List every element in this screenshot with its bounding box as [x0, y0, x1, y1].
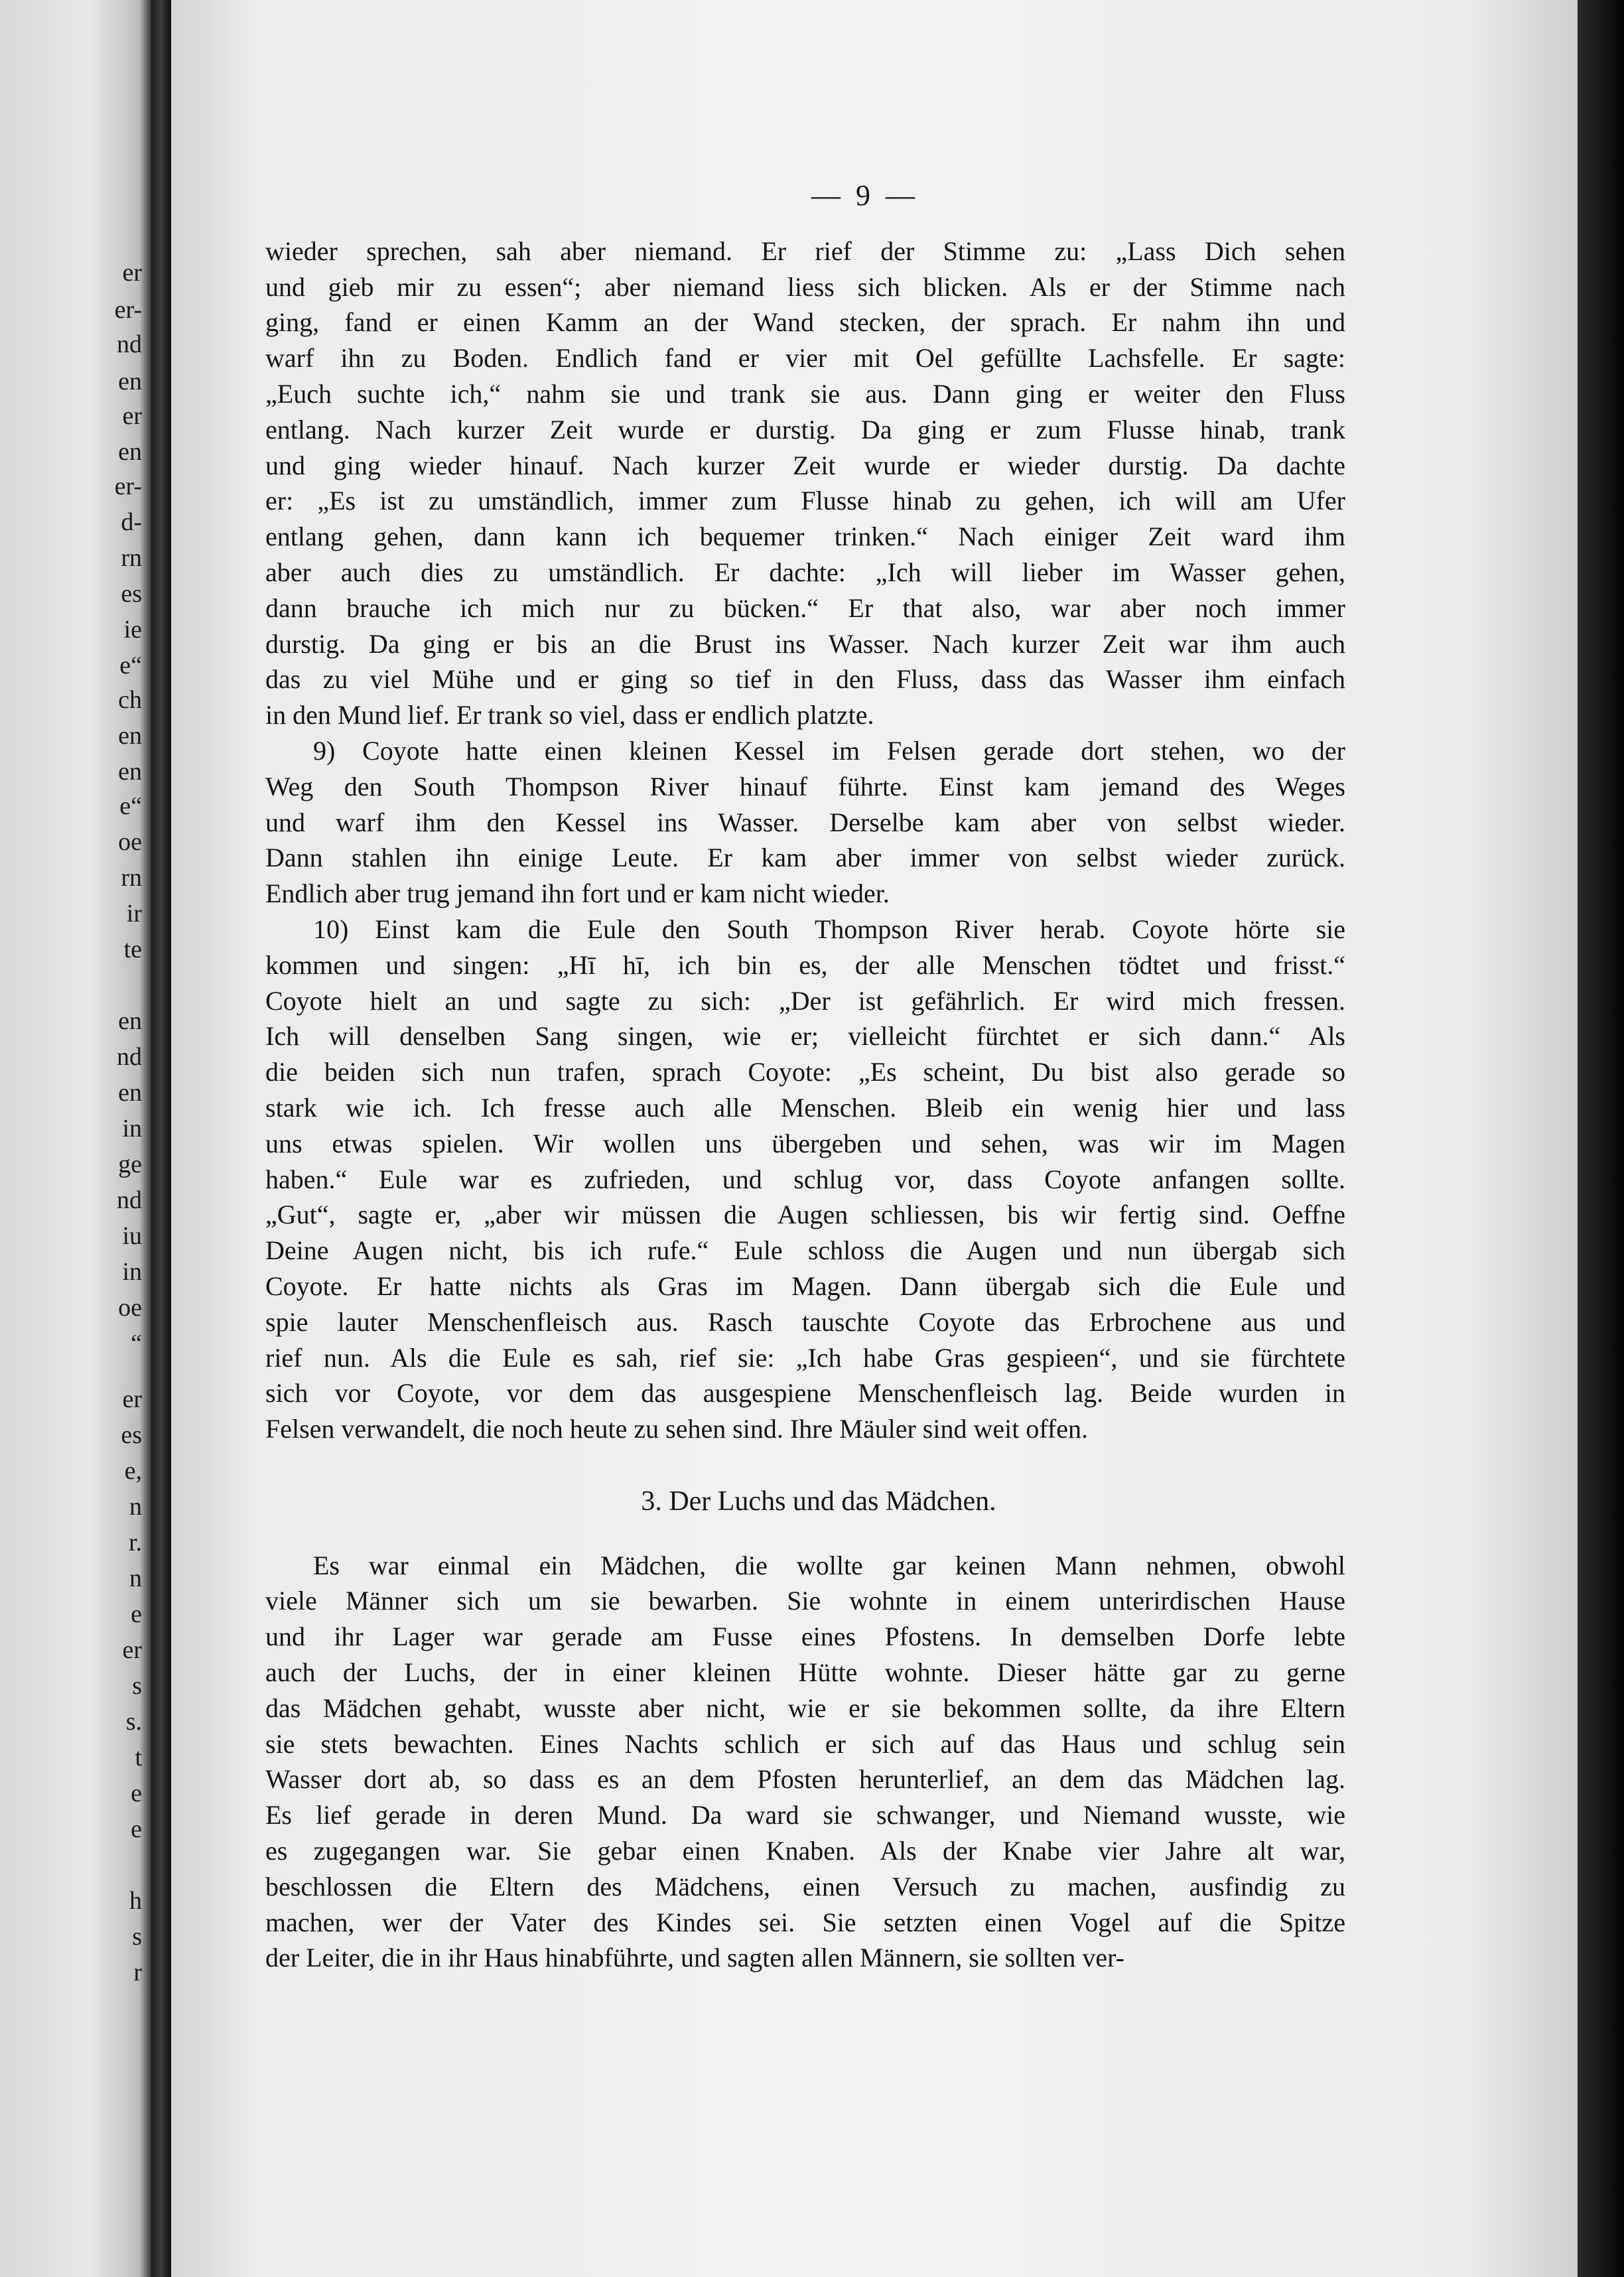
paragraph: [265, 733, 1345, 912]
facing-page-fragment: oe: [118, 828, 142, 856]
text-line: haben.“ Eule war es zufrieden, und schlug vor, dass Coyote anfangen sollte.: [265, 1164, 1345, 1194]
text-line: dann brauche ich mich nur zu bücken.“ Er that also, war aber noch immer: [265, 592, 1345, 623]
paragraph: [265, 1548, 1345, 1976]
facing-page-fragment: en: [118, 1007, 142, 1035]
facing-page-fragment: nd: [117, 330, 142, 358]
facing-page-fragment: er: [122, 402, 142, 430]
text-line: und ihr Lager war gerade am Fusse eines Pfostens. In demselben Dorfe lebte: [265, 1622, 1345, 1652]
page-number: — 9 —: [811, 179, 919, 212]
section-heading: 3. Der Luchs und das Mädchen.: [641, 1485, 996, 1517]
text-line: er: „Es ist zu umständlich, immer zum Flusse hinab zu gehen, ich will am Ufer: [265, 486, 1345, 516]
facing-page-fragment: in: [122, 1258, 142, 1286]
facing-page-fragment: iu: [122, 1222, 142, 1250]
facing-page-fragment: “: [131, 1330, 142, 1357]
facing-page-fragment: nd: [117, 1186, 142, 1214]
left-page-edge: [0, 0, 151, 2277]
text-line: Dann stahlen ihn einige Leute. Er kam aber immer von selbst wieder zurück.: [265, 843, 1345, 873]
text-line: Wasser dort ab, so dass es an dem Pfosten herunterlief, an dem das Mädchen lag.: [265, 1764, 1345, 1795]
text-line: stark wie ich. Ich fresse auch alle Menschen. Bleib ein wenig hier und lass: [265, 1092, 1345, 1123]
facing-page-fragment: en: [118, 438, 142, 466]
facing-page-fragment: n: [129, 1493, 142, 1521]
facing-page-fragment: oe: [118, 1294, 142, 1322]
text-line: Endlich aber trug jemand ihn fort und er kam nicht wieder.: [265, 878, 890, 909]
text-line: durstig. Da ging er bis an die Brust ins Wasser. Nach kurzer Zeit war ihm auch: [265, 628, 1345, 659]
text-line: ging, fand er einen Kamm an der Wand stecken, der sprach. Er nahm ihn und: [265, 307, 1345, 338]
section-paragraph: [265, 1548, 1345, 1976]
facing-page-fragment: e: [131, 1815, 142, 1843]
book-gutter: [151, 0, 171, 2277]
text-line: 9) Coyote hatte einen kleinen Kessel im Felsen gerade dort stehen, wo der: [313, 735, 1345, 766]
text-line: spie lauter Menschenfleisch aus. Rasch tauschte Coyote das Erbrochene aus und: [265, 1306, 1345, 1337]
text-line: sich vor Coyote, vor dem das ausgespiene Menschenfleisch lag. Beide wurden in: [265, 1378, 1345, 1409]
page-text-block: [265, 178, 1345, 1976]
facing-page-fragment: s.: [125, 1708, 142, 1736]
facing-page-fragment: rn: [121, 544, 142, 572]
paragraph: [265, 234, 1345, 733]
text-line: rief nun. Als die Eule es sah, rief sie: „Ich habe Gras gespieen“, und sie fürchtete: [265, 1342, 1345, 1373]
facing-page-fragment: ge: [118, 1150, 142, 1178]
facing-page-fragment: s: [132, 1923, 142, 1951]
facing-page-fragment: en: [118, 758, 142, 786]
facing-page-fragment: ch: [118, 686, 142, 714]
text-line: entlang gehen, dann kann ich bequemer trinken.“ Nach einiger Zeit ward ihm: [265, 521, 1345, 552]
facing-page-fragment: s: [132, 1672, 142, 1700]
text-line: kommen und singen: „Hī hī, ich bin es, der alle Menschen tödtet und frisst.“: [265, 949, 1345, 980]
facing-page-fragment: e,: [124, 1457, 142, 1485]
story-paragraphs: [265, 234, 1345, 1447]
text-line: der Leiter, die in ihr Haus hinabführte, und sagten allen Männern, sie sollten ver-: [265, 1943, 1124, 1973]
facing-page-fragment: es: [121, 1421, 142, 1449]
facing-page-fragment: ir: [126, 900, 142, 928]
facing-page-fragment: d-: [121, 508, 142, 536]
text-line: machen, wer der Vater des Kindes sei. Sie setzten einen Vogel auf die Spitze: [265, 1907, 1345, 1937]
facing-page-fragment: er: [122, 259, 142, 287]
text-line: Weg den South Thompson River hinauf führte. Einst kam jemand des Weges: [265, 771, 1345, 801]
text-line: 10) Einst kam die Eule den South Thompson River herab. Coyote hörte sie: [313, 914, 1345, 944]
text-line: und warf ihm den Kessel ins Wasser. Derselbe kam aber von selbst wieder.: [265, 807, 1345, 837]
text-line: in den Mund lief. Er trank so viel, dass er endlich platzte.: [265, 700, 874, 730]
text-line: wieder sprechen, sah aber niemand. Er rief der Stimme zu: „Lass Dich sehen: [265, 236, 1345, 266]
facing-page-fragment: ie: [123, 616, 142, 644]
facing-page-fragment: er-: [114, 296, 142, 324]
facing-page-fragment: r: [133, 1959, 142, 1986]
text-line: Es war einmal ein Mädchen, die wollte gar keinen Mann nehmen, obwohl: [313, 1550, 1345, 1580]
facing-page-fragment: r.: [128, 1529, 142, 1556]
text-line: aber auch dies zu umständlich. Er dachte: „Ich will lieber im Wasser gehen,: [265, 557, 1345, 587]
facing-page-fragment: h: [129, 1887, 142, 1915]
facing-page-fragment: er-: [114, 472, 142, 500]
facing-page-fragment: en: [118, 1079, 142, 1107]
right-page-edge: [1578, 0, 1624, 2277]
text-line: auch der Luchs, der in einer kleinen Hütte wohnte. Dieser hätte gar zu gerne: [265, 1657, 1345, 1688]
text-line: „Gut“, sagte er, „aber wir müssen die Augen schliessen, bis wir fertig sind. Oeffne: [265, 1200, 1345, 1230]
text-line: Ich will denselben Sang singen, wie er; vielleicht fürchtet er sich dann.“ Als: [265, 1021, 1345, 1052]
facing-page-fragment: er: [122, 1636, 142, 1664]
facing-page-fragment: e“: [119, 652, 142, 679]
facing-page-fragment: rn: [121, 864, 142, 892]
facing-page-fragment: in: [122, 1115, 142, 1142]
text-line: sie stets bewachten. Eines Nachts schlich er sich auf das Haus und schlug sein: [265, 1728, 1345, 1759]
text-line: warf ihn zu Boden. Endlich fand er vier mit Oel gefüllte Lachsfelle. Er sagte:: [265, 343, 1345, 374]
text-line: „Euch suchte ich,“ nahm sie und trank sie aus. Dann ging er weiter den Fluss: [265, 378, 1345, 409]
text-line: Coyote hielt an und sagte zu sich: „Der ist gefährlich. Er wird mich fressen.: [265, 985, 1345, 1016]
facing-page-fragment: es: [121, 580, 142, 608]
facing-page-fragment: e: [131, 1600, 142, 1628]
facing-page-fragment: e: [131, 1779, 142, 1807]
text-line: Es lief gerade in deren Mund. Da ward sie schwanger, und Niemand wusste, wie: [265, 1800, 1345, 1830]
facing-page-fragment: er: [122, 1385, 142, 1413]
text-line: das zu viel Mühe und er ging so tief in den Fluss, dass das Wasser ihm einfach: [265, 664, 1345, 695]
facing-page-fragment: n: [129, 1564, 142, 1592]
text-line: beschlossen die Eltern des Mädchens, einen Versuch zu machen, ausfindig zu: [265, 1871, 1345, 1901]
text-line: es zugegangen war. Sie gebar einen Knaben. Als der Knabe vier Jahre alt war,: [265, 1836, 1345, 1866]
facing-page-fragment: en: [118, 368, 142, 395]
text-line: viele Männer sich um sie bewarben. Sie wohnte in einem unterirdischen Hause: [265, 1586, 1345, 1616]
text-line: und ging wieder hinauf. Nach kurzer Zeit wurde er wieder durstig. Da dachte: [265, 450, 1345, 480]
facing-page-fragment: en: [118, 722, 142, 750]
text-line: Deine Augen nicht, bis ich rufe.“ Eule schloss die Augen und nun übergab sich: [265, 1235, 1345, 1266]
text-line: und gieb mir zu essen“; aber niemand liess sich blicken. Als er der Stimme nach: [265, 271, 1345, 302]
facing-page-fragment: e“: [119, 792, 142, 820]
text-line: uns etwas spielen. Wir wollen uns übergeben und sehen, was wir im Magen: [265, 1128, 1345, 1158]
paragraph: [265, 912, 1345, 1447]
facing-page-fragment: te: [123, 935, 142, 963]
text-line: Felsen verwandelt, die noch heute zu sehen sind. Ihre Mäuler sind weit offen.: [265, 1414, 1088, 1444]
text-line: das Mädchen gehabt, wusste aber nicht, wie er sie bekommen sollte, da ihre Eltern: [265, 1692, 1345, 1723]
text-line: entlang. Nach kurzer Zeit wurde er durstig. Da ging er zum Flusse hinab, trank: [265, 414, 1345, 445]
facing-page-fragment: t: [135, 1744, 142, 1771]
text-line: Coyote. Er hatte nichts als Gras im Magen. Dann übergab sich die Eule und: [265, 1271, 1345, 1301]
facing-page-fragment: nd: [117, 1043, 142, 1071]
text-line: die beiden sich nun trafen, sprach Coyote: „Es scheint, Du bist also gerade so: [265, 1057, 1345, 1087]
